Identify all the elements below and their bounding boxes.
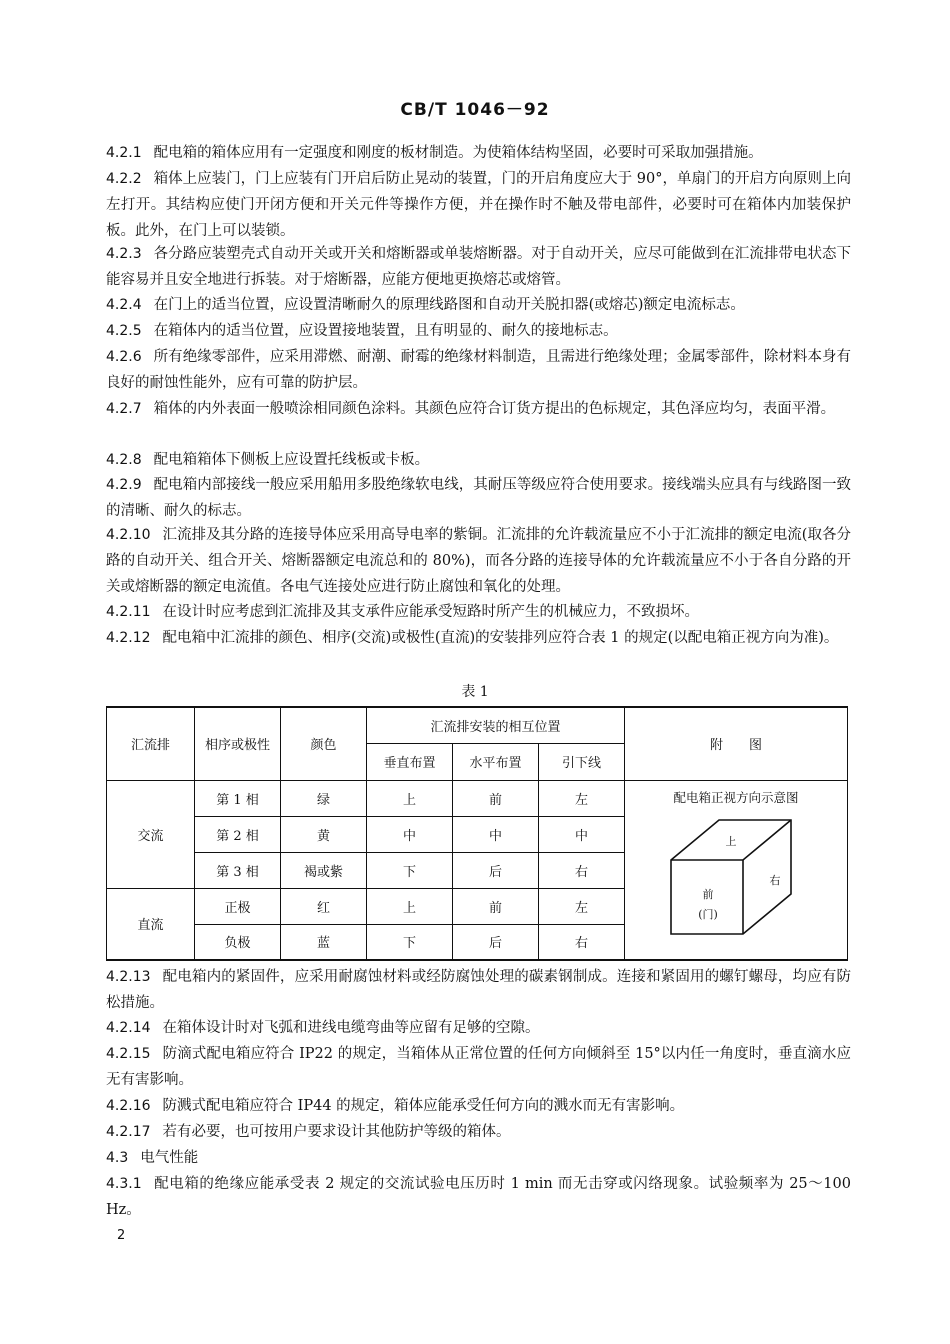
clause-4-2-3: [106, 241, 851, 293]
header-phase: 相序或极性: [195, 707, 281, 780]
clause-text: 防溅式配电箱应符合 IP44 的规定，箱体应能承受任何方向的溅水而无有害影响。: [162, 1098, 685, 1114]
cell-color: 褐或紫: [281, 852, 367, 888]
clause-4-2-15: [106, 1041, 851, 1093]
clause-text: 防滴式配电箱应符合 IP22 的规定，当箱体从正常位置的任何方向倾斜至 15°以内任一角度时，垂直滴水应无有害影响。: [106, 1046, 851, 1088]
clause-4-2-9: [106, 472, 851, 524]
clause-text: 在门上的适当位置，应设置清晰耐久的原理线路图和自动开关脱扣器(或熔芯)额定电流标志。: [153, 297, 745, 313]
clause-number: 4.2.12: [106, 630, 151, 646]
cell-phase: 第 1 相: [195, 780, 281, 816]
cell-downlead: 左: [539, 888, 625, 924]
figure-cell: [625, 780, 848, 960]
clause-text: 配电箱中汇流排的颜色、相序(交流)或极性(直流)的安装排列应符合表 1 的规定(以配电箱正视方向为准)。: [162, 630, 839, 646]
cell-vertical: 下: [367, 852, 453, 888]
header-busbar: 汇流排: [107, 707, 195, 780]
clause-number: 4.2.6: [106, 349, 142, 365]
clause-number: 4.2.11: [106, 604, 151, 620]
clause-number: 4.2.14: [106, 1020, 151, 1036]
cell-horizontal: 前: [453, 780, 539, 816]
header-downlead: 引下线: [539, 743, 625, 780]
label-door: (门): [698, 907, 718, 921]
figure-title: 配电箱正视方向示意图: [673, 789, 799, 805]
clause-text: 汇流排及其分路的连接导体应采用高导电率的紫铜。汇流排的允许载流量应不小于汇流排的额定电流(取各分路的自动开关、组合开关、熔断器额定电流总和的 80%)，而各分路的连接导体的允许载流量应不小于各自分路的开关或熔断器的额定电流值。各电气连接处应进行防止腐蚀和氧化的处理。: [106, 527, 851, 595]
group-ac: 交流: [107, 780, 195, 888]
label-right: 右: [769, 873, 781, 887]
clause-4-2-12: [106, 625, 851, 651]
cell-vertical: 上: [367, 780, 453, 816]
cell-downlead: 右: [539, 924, 625, 960]
clause-text: 配电箱内部接线一般应采用船用多股绝缘软电线，其耐压等级应符合使用要求。接线端头应具有与线路图一致的清晰、耐久的标志。: [106, 477, 851, 519]
clause-number: 4.3: [106, 1150, 129, 1166]
clause-number: 4.2.9: [106, 477, 142, 493]
cell-phase: 负极: [195, 924, 281, 960]
clause-number: 4.3.1: [106, 1176, 142, 1192]
clause-4-2-14: [106, 1015, 851, 1041]
clause-text: 配电箱的箱体应用有一定强度和刚度的板材制造。为使箱体结构坚固，必要时可采取加强措施。: [153, 145, 763, 161]
table-caption: 表 1: [461, 684, 489, 700]
cell-horizontal: 前: [453, 888, 539, 924]
cell-color: 红: [281, 888, 367, 924]
clause-4-2-4: [106, 292, 851, 318]
clause-text: 电气性能: [140, 1150, 199, 1166]
cell-color: 黄: [281, 816, 367, 852]
cell-color: 绿: [281, 780, 367, 816]
clause-4-2-6: [106, 344, 851, 396]
clause-4-2-5: [106, 318, 851, 344]
section-4-3: [106, 1145, 851, 1171]
clause-4-3-1: [106, 1171, 851, 1223]
clause-text: 若有必要，也可按用户要求设计其他防护等级的箱体。: [162, 1124, 511, 1140]
clause-number: 4.2.15: [106, 1046, 151, 1062]
clause-4-2-7: [106, 396, 851, 422]
clause-text: 在设计时应考虑到汇流排及其支承件应能承受短路时所产生的机械应力，不致损坏。: [162, 604, 700, 620]
cell-phase: 第 3 相: [195, 852, 281, 888]
clause-number: 4.2.3: [106, 246, 142, 262]
clause-text: 箱体的内外表面一般喷涂相同颜色涂料。其颜色应符合订货方提出的色标规定，其色泽应均匀，表面平滑。: [153, 401, 836, 417]
cell-horizontal: 后: [453, 852, 539, 888]
clause-4-2-11: [106, 599, 851, 625]
document-header: CB/T 1046－92: [400, 100, 550, 120]
clause-text: 所有绝缘零部件，应采用滞燃、耐潮、耐霉的绝缘材料制造，且需进行绝缘处理；金属零部件，除材料本身有良好的耐蚀性能外，应有可靠的防护层。: [106, 349, 851, 391]
clause-number: 4.2.16: [106, 1098, 151, 1114]
cell-downlead: 左: [539, 780, 625, 816]
clause-4-2-17: [106, 1119, 851, 1145]
clause-text: 在箱体设计时对飞弧和进线电缆弯曲等应留有足够的空隙。: [162, 1020, 540, 1036]
cell-horizontal: 后: [453, 924, 539, 960]
clause-text: 箱体上应装门，门上应装有门开启后防止晃动的装置，门的开启角度应大于 90°，单扇门的开启方向原则上向左打开。其结构应使门开闭方便和开关元件等操作方便，并在操作时不触及带电部件，必要时可在箱体内加装保护板。此外，在门上可以装锁。: [106, 171, 851, 239]
clause-text: 在箱体内的适当位置，应设置接地装置，且有明显的、耐久的接地标志。: [153, 323, 618, 339]
header-color: 颜色: [281, 707, 367, 780]
cell-phase: 正极: [195, 888, 281, 924]
cell-phase: 第 2 相: [195, 816, 281, 852]
clause-4-2-2: [106, 166, 851, 244]
clause-number: 4.2.1: [106, 145, 142, 161]
cabinet-diagram: [661, 812, 811, 944]
table-row: [107, 780, 848, 816]
clause-number: 4.2.8: [106, 452, 142, 468]
header-position: 汇流排安装的相互位置: [367, 707, 625, 743]
clause-text: 各分路应装塑壳式自动开关或开关和熔断器或单装熔断器。对于自动开关，应尽可能做到在汇流排带电状态下能容易并且安全地进行拆装。对于熔断器，应能方便地更换熔芯或熔管。: [106, 246, 851, 288]
cell-horizontal: 中: [453, 816, 539, 852]
clause-number: 4.2.10: [106, 527, 151, 543]
clause-number: 4.2.5: [106, 323, 142, 339]
header-horizontal: 水平布置: [453, 743, 539, 780]
clause-number: 4.2.2: [106, 171, 142, 187]
cell-vertical: 中: [367, 816, 453, 852]
table-1: [106, 706, 848, 961]
cell-color: 蓝: [281, 924, 367, 960]
clause-text: 配电箱的绝缘应能承受表 2 规定的交流试验电压历时 1 min 而无击穿或闪络现象。试验频率为 25～100 Hz。: [106, 1176, 851, 1218]
cell-vertical: 上: [367, 888, 453, 924]
clause-4-2-13: [106, 964, 851, 1016]
group-dc: 直流: [107, 888, 195, 960]
header-figure: 附 图: [625, 707, 848, 780]
clause-number: 4.2.7: [106, 401, 142, 417]
clause-number: 4.2.17: [106, 1124, 151, 1140]
cell-downlead: 右: [539, 852, 625, 888]
clause-4-2-8: [106, 447, 851, 473]
clause-number: 4.2.4: [106, 297, 142, 313]
clause-text: 配电箱箱体下侧板上应设置托线板或卡板。: [153, 452, 430, 468]
clause-4-2-1: [106, 140, 851, 166]
cell-vertical: 下: [367, 924, 453, 960]
label-front: 前: [702, 887, 714, 901]
clause-4-2-16: [106, 1093, 851, 1119]
label-top: 上: [725, 834, 737, 848]
cell-downlead: 中: [539, 816, 625, 852]
clause-text: 配电箱内的紧固件，应采用耐腐蚀材料或经防腐蚀处理的碳素钢制成。连接和紧固用的螺钉螺母，均应有防松措施。: [106, 969, 851, 1011]
page-number: 2: [117, 1228, 126, 1243]
header-vertical: 垂直布置: [367, 743, 453, 780]
clause-4-2-10: [106, 522, 851, 600]
clause-number: 4.2.13: [106, 969, 151, 985]
